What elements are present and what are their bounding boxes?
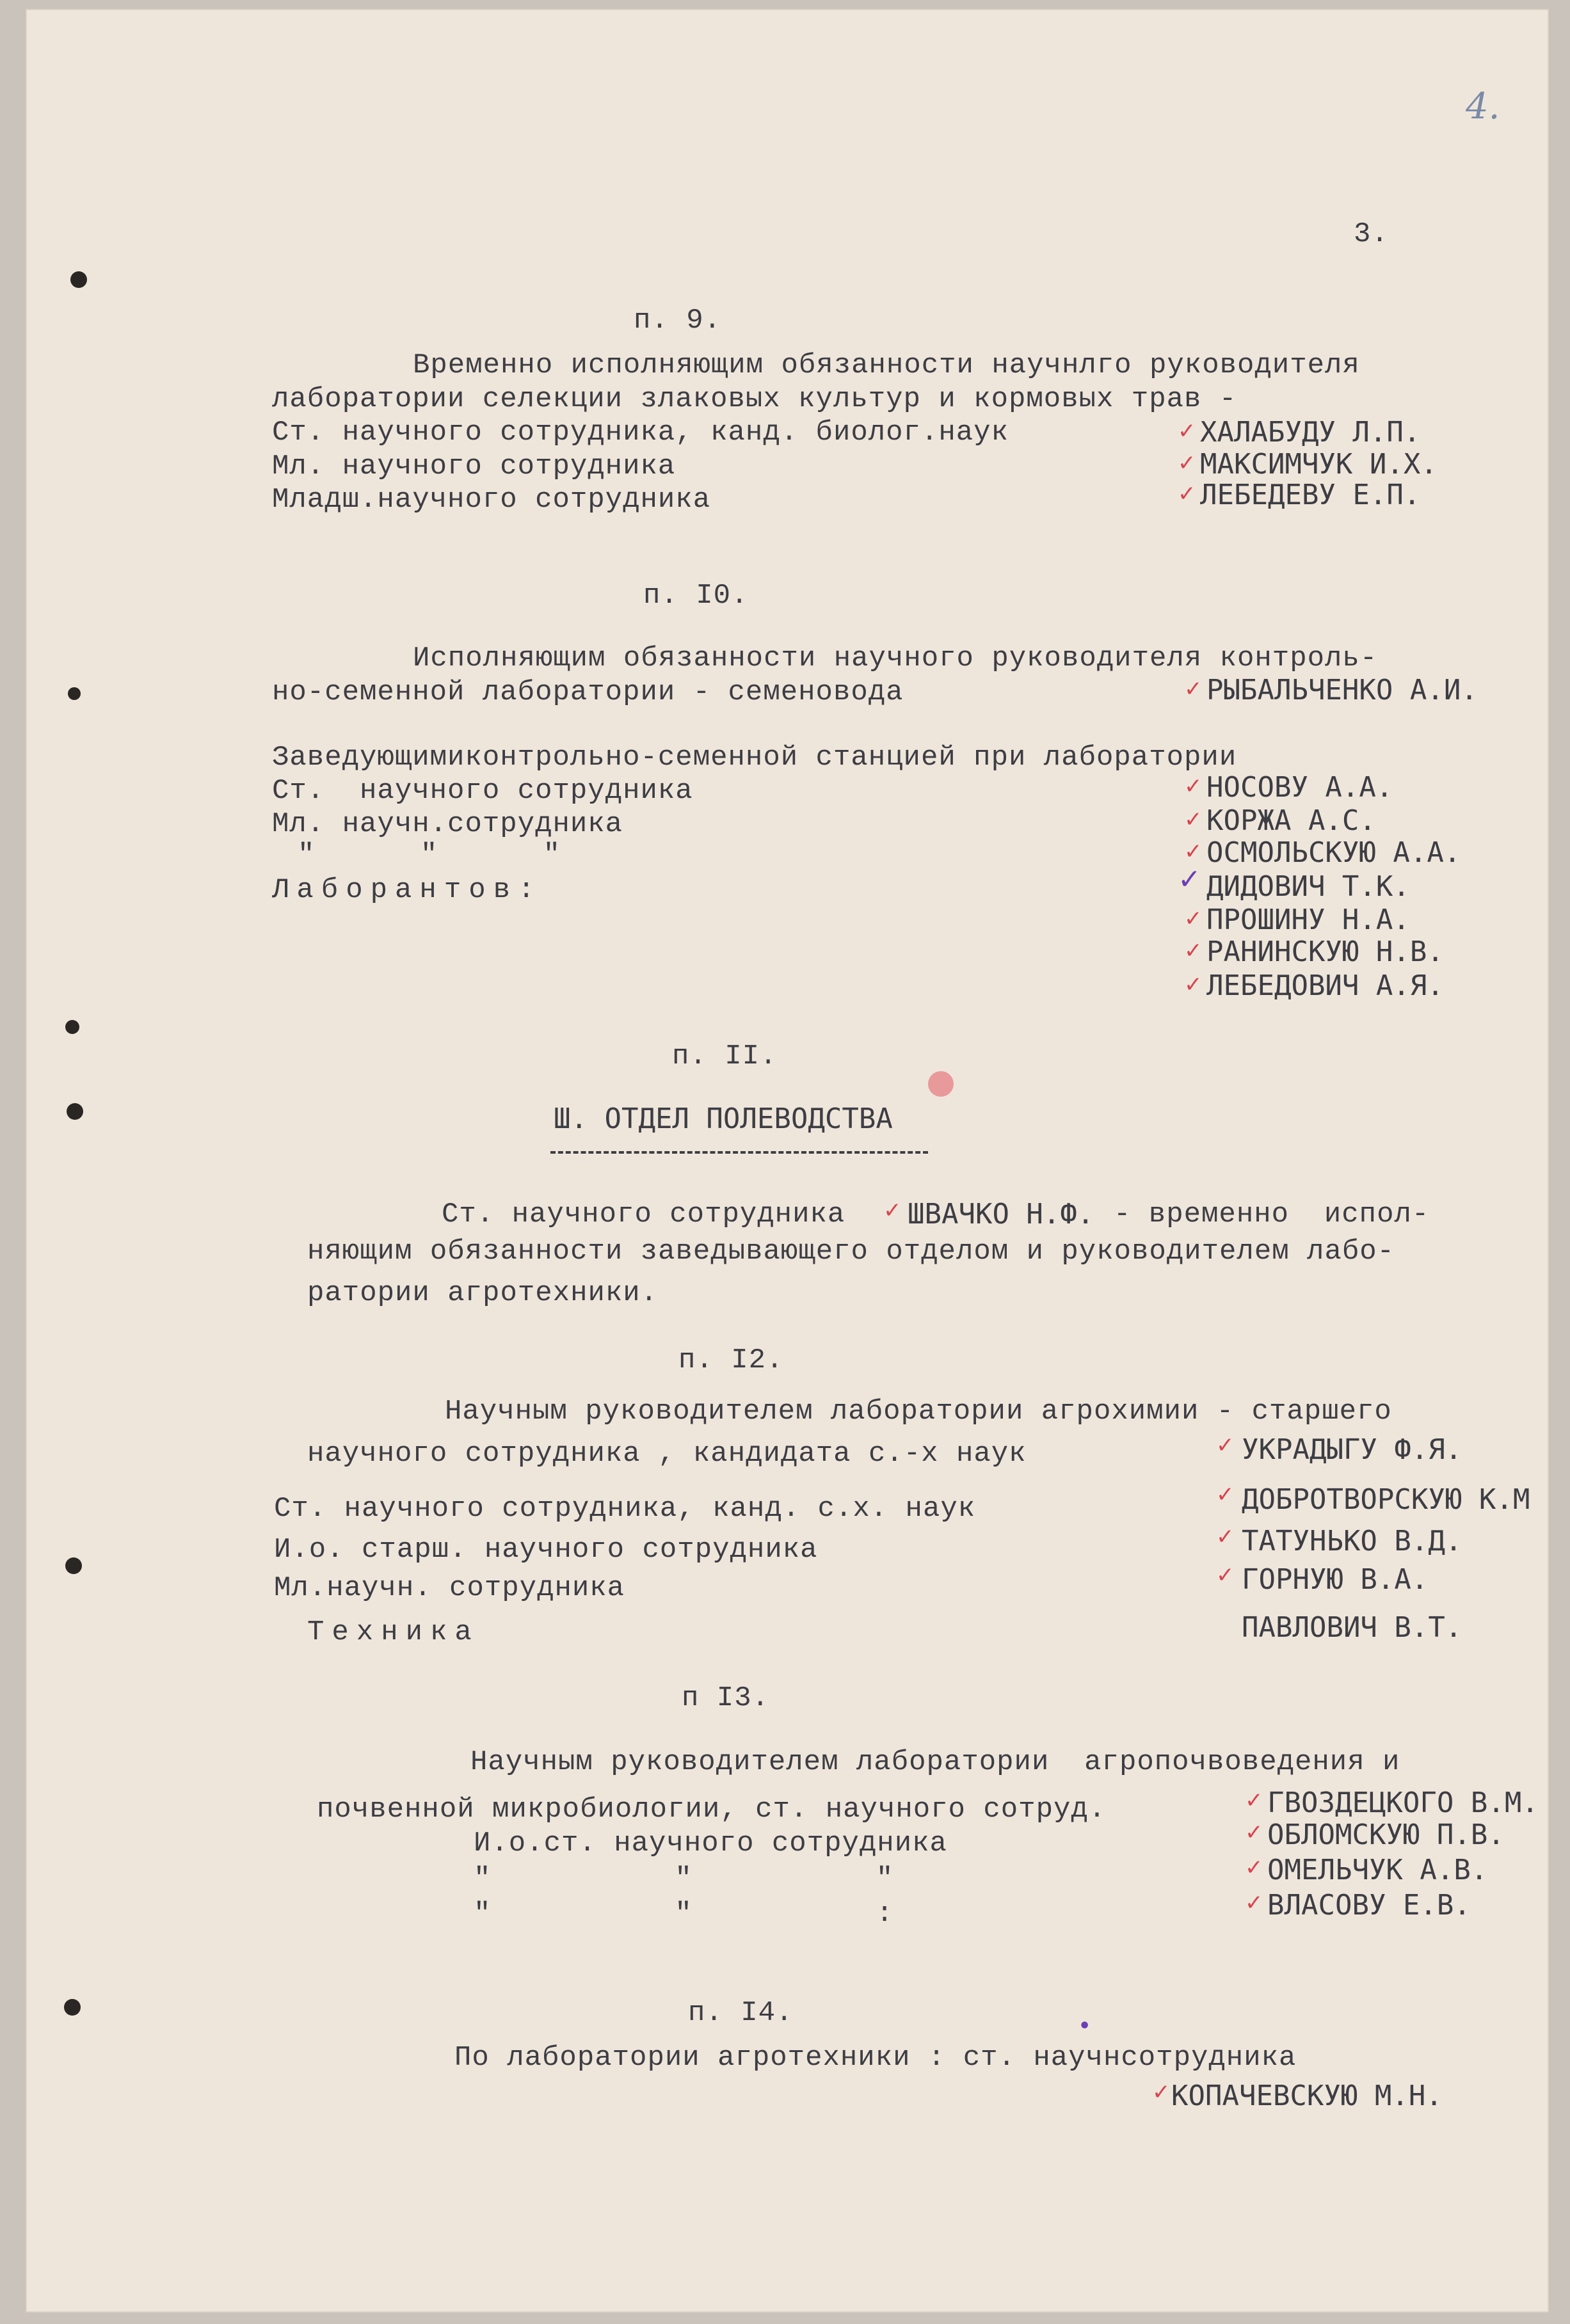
p11-text-line: няющим обязанности заведывающего отделом и руководителем лабо- <box>307 1236 1395 1268</box>
employee-name: ШВАЧКО Н.Ф. <box>908 1198 1094 1230</box>
check-mark-icon: ✓ <box>1245 1820 1263 1845</box>
section-heading-p14: п. І4. <box>688 1997 794 2029</box>
employee-name: ПРОШИНУ Н.А. <box>1206 903 1410 936</box>
employee-name: ОМЕЛЬЧУК А.В. <box>1267 1854 1488 1886</box>
check-mark-icon: ✓ <box>1184 938 1203 964</box>
check-mark-icon: ✓ <box>1178 481 1196 507</box>
check-mark-icon: ✓ <box>1216 1482 1235 1508</box>
employee-name: ХАЛАБУДУ Л.П. <box>1200 416 1421 449</box>
punch-hole <box>70 271 87 288</box>
employee-name: ЛЕБЕДОВИЧ А.Я. <box>1206 969 1444 1002</box>
position-label: Лаборантов: <box>272 874 543 906</box>
p14-text-line: По лаборатории агротехники : ст. научнсотрудника <box>454 2042 1297 2074</box>
position-label: Младш.научного сотрудника <box>272 484 711 516</box>
p10-text-line: Исполняющим обязанности научного руководителя контроль- <box>413 642 1378 674</box>
position-label: научного сотрудника , кандидата с.-х наук <box>307 1438 1027 1470</box>
section-heading-p9: п. 9. <box>634 305 722 337</box>
punch-hole <box>67 1103 83 1120</box>
employee-name: ЛЕБЕДЕВУ Е.П. <box>1200 479 1421 511</box>
position-label: Техника <box>307 1616 479 1648</box>
check-mark-icon: ✓ <box>1184 972 1203 998</box>
title-underline <box>550 1151 928 1154</box>
position-label: И.о.ст. научного сотрудника <box>474 1827 947 1859</box>
p13-text-line: Научным руководителем лаборатории агропочвоведения и <box>470 1746 1400 1778</box>
check-mark-icon: • <box>1078 2015 1091 2037</box>
employee-name: РАНИНСКУЮ Н.В. <box>1206 935 1444 968</box>
p9-text-line: Временно исполняющим обязанности научнлго руководителя <box>413 349 1360 381</box>
employee-name: ГОРНУЮ В.А. <box>1242 1563 1429 1596</box>
check-mark-icon: ✓ <box>1178 450 1196 476</box>
section-heading-p13: п І3. <box>682 1682 770 1714</box>
check-mark-icon: ✓ <box>1184 839 1203 864</box>
position-label: Мл.научн. сотрудника <box>274 1572 625 1604</box>
position-label: Ст. научного сотрудника, канд. с.х. наук <box>274 1493 976 1525</box>
position-label: И.о. старш. научного сотрудника <box>274 1534 818 1566</box>
ink-stain <box>928 1071 954 1097</box>
section-heading-p11: п. ІІ. <box>672 1040 778 1072</box>
check-mark-icon: ✓ <box>1184 774 1203 799</box>
check-mark-icon: ✓ <box>1178 863 1201 896</box>
employee-name: КОРЖА А.С. <box>1206 804 1376 837</box>
punch-hole <box>65 1557 82 1574</box>
p11-text-line: ратории агротехники. <box>307 1277 659 1309</box>
check-mark-icon: ✓ <box>1184 906 1203 932</box>
employee-name: КОПАЧЕВСКУЮ М.Н. <box>1171 2080 1443 2112</box>
position-label: почвенной микробиологии, ст. научного сотруд. <box>317 1794 1107 1826</box>
section-heading-p10: п. І0. <box>643 580 749 612</box>
check-mark-icon: ✓ <box>1184 807 1203 832</box>
employee-name: ТАТУНЬКО В.Д. <box>1242 1525 1462 1557</box>
check-mark-icon: ✓ <box>1245 1788 1263 1813</box>
section-title: Ш. ОТДЕЛ ПОЛЕВОДСТВА <box>554 1102 893 1135</box>
employee-name: НОСОВУ А.А. <box>1206 771 1393 804</box>
ditto-marks: " " " <box>298 839 561 871</box>
employee-name: ВЛАСОВУ Е.В. <box>1267 1889 1471 1922</box>
check-mark-icon: ✓ <box>1184 676 1203 702</box>
employee-name: ОСМОЛЬСКУЮ А.А. <box>1206 836 1461 869</box>
check-mark-icon: ✓ <box>1216 1433 1235 1458</box>
p10-text-line: Заведующимиконтрольно-семенной станцией при лаборатории <box>272 742 1237 774</box>
page-number: 3. <box>1354 218 1389 250</box>
position-label: Мл. научн.сотрудника <box>272 808 623 840</box>
employee-name: ДИДОВИЧ Т.К. <box>1206 870 1410 903</box>
check-mark-icon: ✓ <box>1178 418 1196 444</box>
ditto-marks: " " : <box>474 1898 910 1930</box>
document-page <box>26 9 1549 2312</box>
check-mark-icon: ✓ <box>883 1198 902 1223</box>
archive-number: 4. <box>1466 86 1500 127</box>
p12-text-line: Научным руководителем лаборатории агрохимии - старшего <box>445 1396 1392 1428</box>
ditto-marks: " " " <box>474 1863 910 1895</box>
position-label: Ст. научного сотрудника <box>272 775 693 807</box>
punch-hole <box>65 1020 79 1034</box>
employee-name: МАКСИМЧУК И.Х. <box>1200 448 1438 481</box>
section-heading-p12: п. І2. <box>678 1344 784 1376</box>
employee-name: УКРАДЫГУ Ф.Я. <box>1242 1433 1462 1466</box>
employee-name: РЫБАЛЬЧЕНКО А.И. <box>1206 674 1478 706</box>
employee-name: ДОБРОТВОРСКУЮ К.М <box>1242 1483 1530 1516</box>
check-mark-icon: ✓ <box>1216 1563 1235 1588</box>
employee-name: ГВОЗДЕЦКОГО В.М. <box>1267 1787 1539 1819</box>
punch-hole <box>64 1999 81 2016</box>
position-label: Ст. научного сотрудника, канд. биолог.наук <box>272 417 1009 449</box>
check-mark-icon: ✓ <box>1245 1855 1263 1881</box>
p11-text-line: - временно испол- <box>1114 1198 1430 1230</box>
punch-hole <box>68 687 81 700</box>
position-label: Мл. научного сотрудника <box>272 450 676 482</box>
p10-text-line: но-семенной лаборатории - семеновода <box>272 676 904 708</box>
check-mark-icon: ✓ <box>1216 1524 1235 1550</box>
check-mark-icon: ✓ <box>1245 1890 1263 1916</box>
employee-name: ОБЛОМСКУЮ П.В. <box>1267 1819 1505 1851</box>
check-mark-icon: ✓ <box>1152 2080 1171 2105</box>
p11-text-line: Ст. научного сотрудника <box>442 1198 845 1230</box>
employee-name: ПАВЛОВИЧ В.Т. <box>1242 1611 1462 1644</box>
p9-text-line: лаборатории селекции злаковых культур и кормовых трав - <box>272 383 1237 415</box>
